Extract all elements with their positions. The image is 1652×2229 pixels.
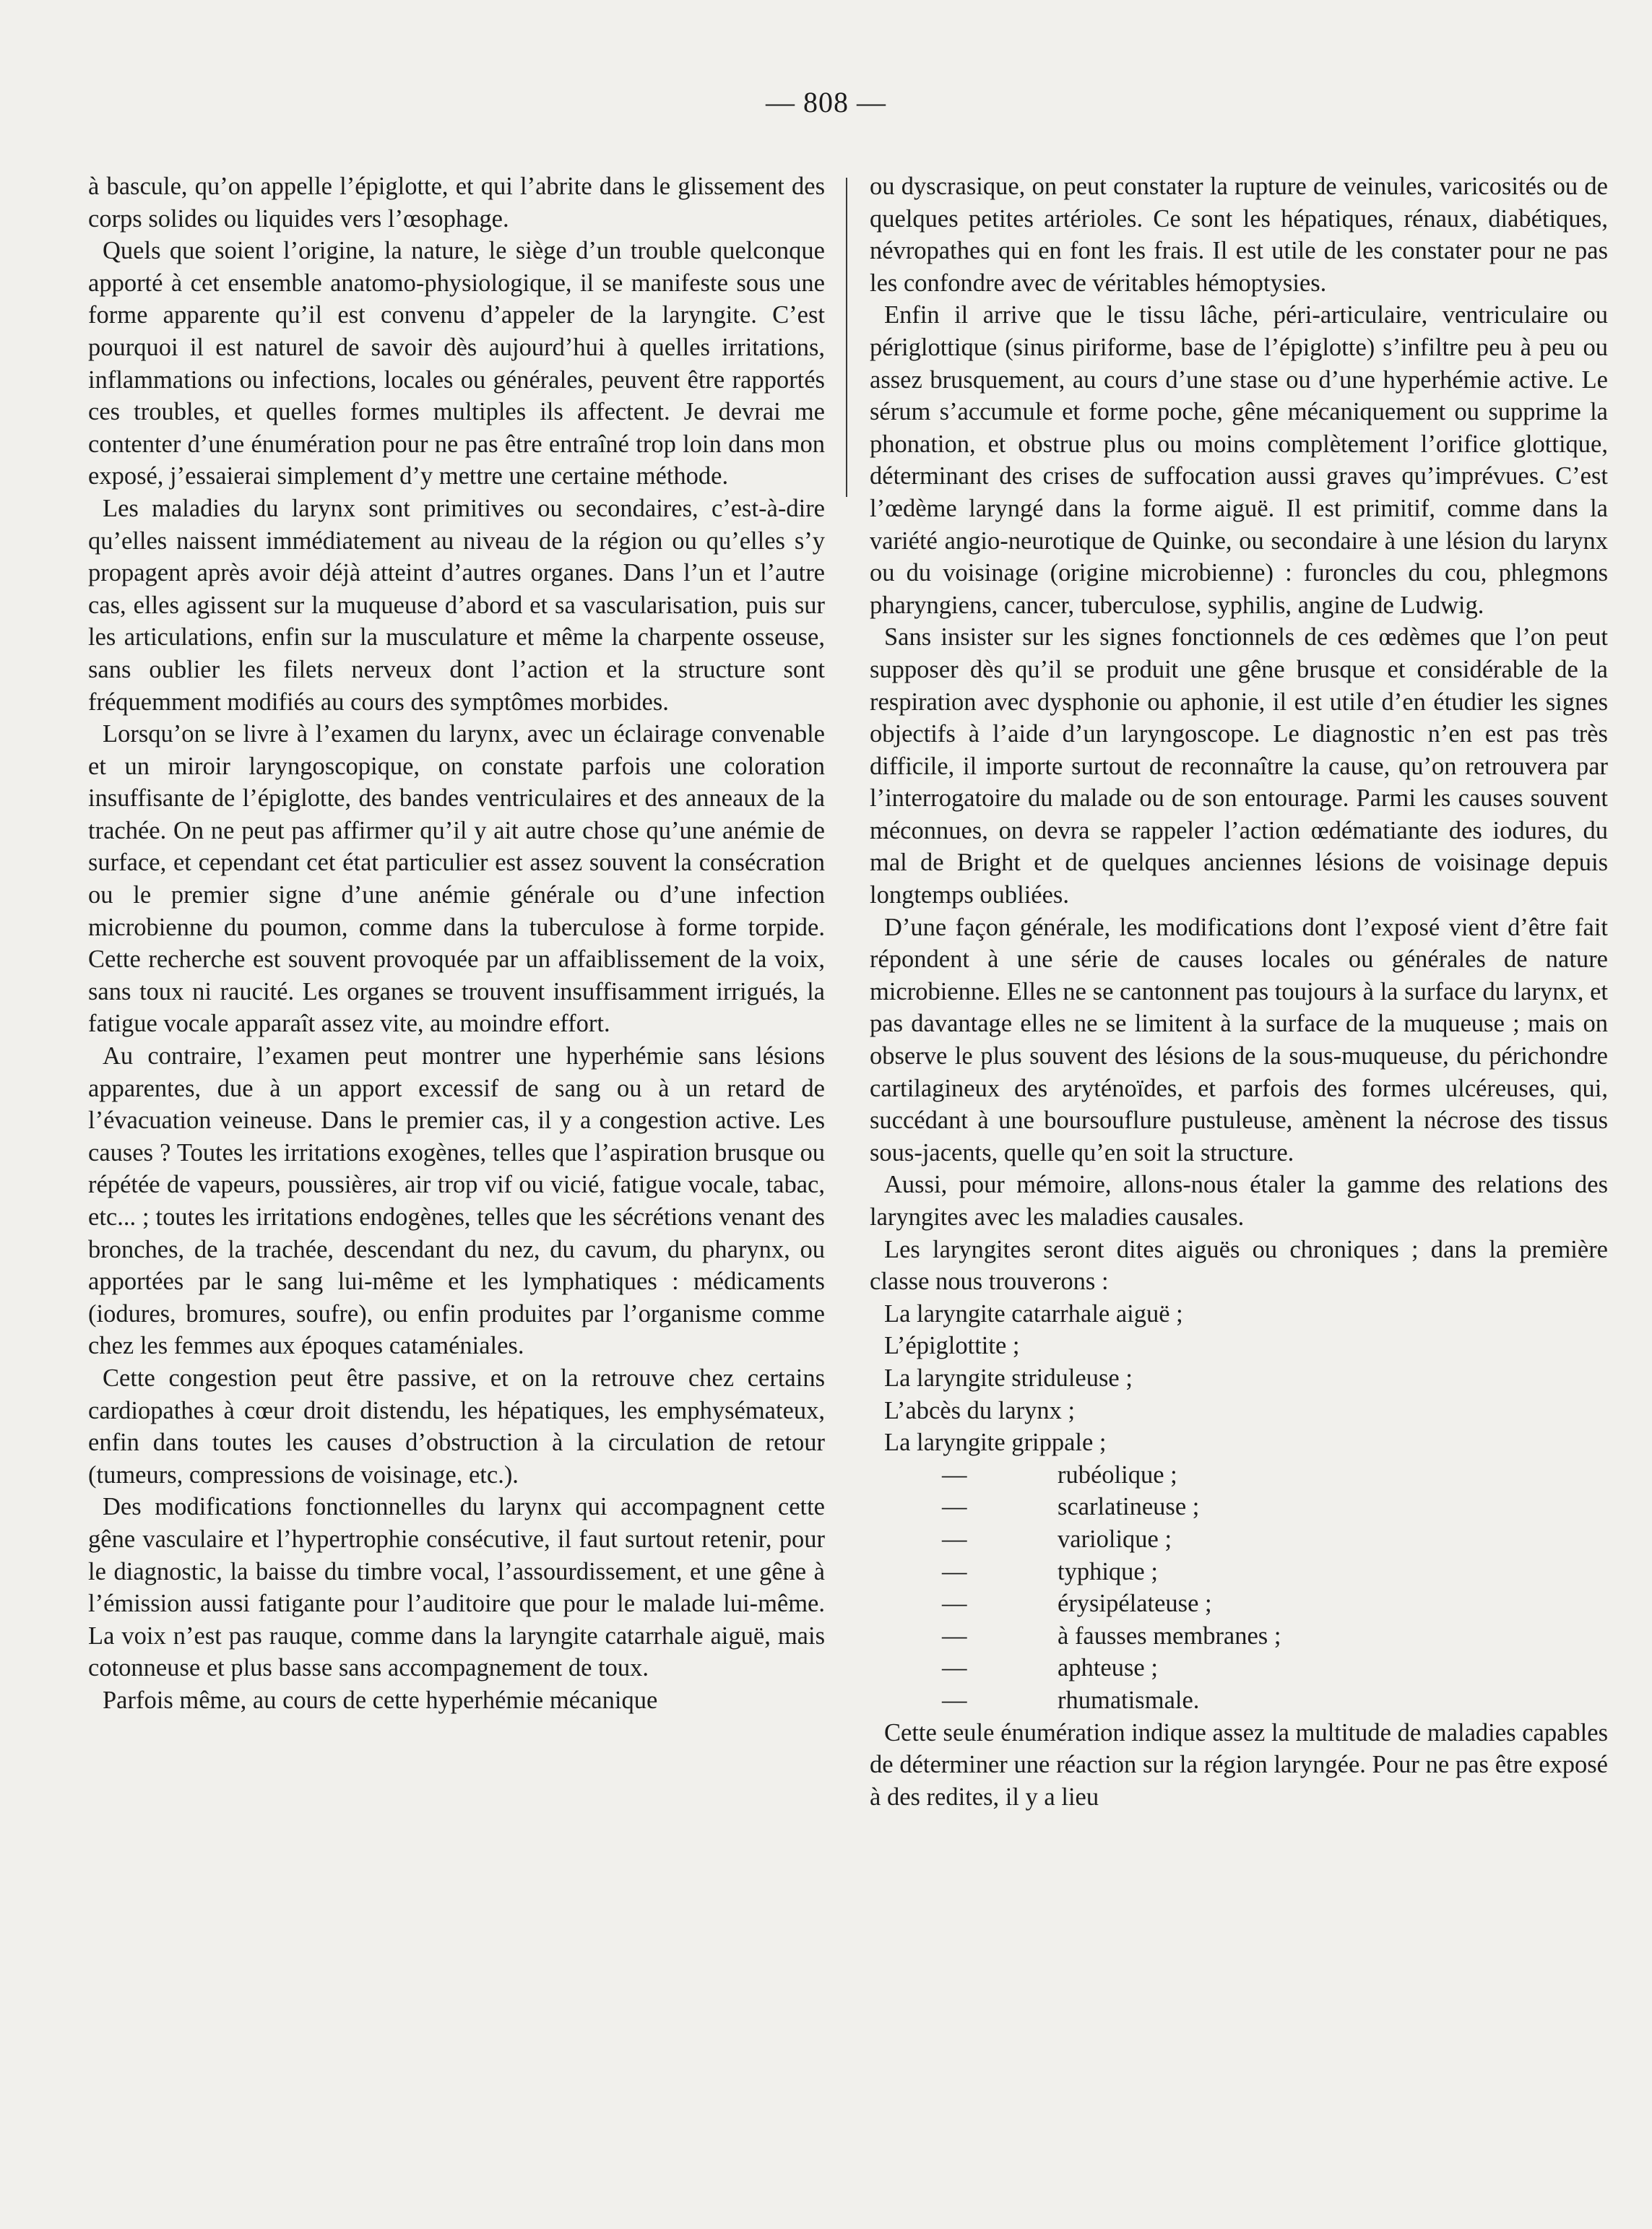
paragraph: Cette congestion peut être passive, et on la retrouve chez certains cardiopathes à cœur droit distendu, les hépatiques, les emphysémateux, enfin dans toutes les causes d’obstruction à la circulation de retour (tumeurs, compressions de voisinage, etc.). <box>88 1364 825 1489</box>
paragraph: Enfin il arrive que le tissu lâche, péri-articulaire, ventriculaire ou périglottique (sinus piriforme, base de l’épiglotte) s’infiltre peu à peu ou assez brusquement, au cours d’une stase ou d’une hyperhémie active. Le sérum s’accumule et forme poche, gêne mécaniquement ou supprime la phonation, et obstrue plus ou moins complètement l’orifice glottique, déterminant des crises de suffocation aussi graves qu’imprévues. C’est l’œdème laryngé dans la forme aiguë. Il est primitif, comme dans la variété angio-neurotique de Quinke, ou secondaire à une lésion du larynx ou du voisinage (origine microbienne) : furoncles du cou, phlegmons pharyngiens, cancer, tuberculose, syphilis, angine de Ludwig. <box>870 301 1608 619</box>
list-item: L’épiglottite ; <box>884 1332 1020 1360</box>
ditto-dash: — <box>942 1557 967 1585</box>
left-column <box>88 170 825 1717</box>
subitem-text: érysipélateuse ; <box>1058 1590 1212 1618</box>
ditto-dash: — <box>942 1686 967 1714</box>
ditto-dash: — <box>942 1654 967 1682</box>
list-subitem <box>870 1588 1608 1620</box>
list-subitem <box>870 1620 1608 1653</box>
subitem-text: à fausses membranes ; <box>1058 1622 1281 1650</box>
subitem-text: aphteuse ; <box>1058 1654 1158 1682</box>
list-item: La laryngite striduleuse ; <box>884 1364 1133 1392</box>
list-subitem <box>870 1491 1608 1523</box>
paragraph: Parfois même, au cours de cette hyperhémie mécanique <box>103 1686 658 1714</box>
column-divider <box>846 178 847 497</box>
list-item: La laryngite catarrhale aiguë ; <box>884 1299 1183 1328</box>
list-subitem <box>870 1556 1608 1588</box>
paragraph: ou dyscrasique, on peut constater la rupture de veinules, varicosités ou de quelques petites artérioles. Ce sont les hépatiques, rénaux, diabétiques, névropathes qui en font les frais. Il est utile de les constater pour ne pas les confondre avec de véritables hémoptysies. <box>870 173 1608 297</box>
subitem-text: variolique ; <box>1058 1525 1172 1553</box>
subitem-text: rhumatismale. <box>1058 1686 1200 1714</box>
list-subitem <box>870 1523 1608 1556</box>
page-number: — 808 — <box>766 86 886 118</box>
paragraph: Des modifications fonctionnelles du larynx qui accompagnent cette gêne vasculaire et l’hypertrophie consécutive, il faut surtout retenir, pour le diagnostic, la baisse du timbre vocal, l’assourdissement, et une gêne à l’émission aussi fatigante pour l’auditoire que pour le malade lui-même. La voix n’est pas rauque, comme dans la laryngite catarrhale aiguë, mais cotonneuse et plus basse sans accompagnement de toux. <box>88 1493 825 1682</box>
ditto-dash: — <box>942 1622 967 1650</box>
ditto-dash: — <box>942 1590 967 1618</box>
paragraph: Cette seule énumération indique assez la multitude de maladies capables de déterminer une réaction sur la région laryngée. Pour ne pas être exposé à des redites, il y a lieu <box>870 1718 1608 1811</box>
paragraph: Lorsqu’on se livre à l’examen du larynx, avec un éclairage convenable et un miroir laryngoscopique, on constate parfois une coloration insuffisante de l’épiglotte, des bandes ventriculaires et des anneaux de la trachée. On ne peut pas affirmer qu’il y ait autre chose qu’une anémie de surface, et cependant cet état particulier est assez souvent la consécration ou le premier signe d’une anémie générale ou d’une infection microbienne du poumon, comme dans la tuberculose à forme torpide. Cette recherche est souvent provoquée par un affaiblissement de la voix, sans toux ni raucité. Les organes se trouvent insuffisamment irrigués, la fatigue vocale apparaît assez vite, au moindre effort. <box>88 720 825 1038</box>
laryngitis-list <box>870 1298 1608 1717</box>
paragraph: à bascule, qu’on appelle l’épiglotte, et qui l’abrite dans le glissement des corps solides ou liquides vers l’œsophage. <box>88 173 825 233</box>
paragraph: Les laryngites seront dites aiguës ou chroniques ; dans la première classe nous trouverons : <box>870 1235 1608 1296</box>
ditto-dash: — <box>942 1460 967 1489</box>
paragraph: Quels que soient l’origine, la nature, le siège d’un trouble quelconque apporté à cet ensemble anatomo-physiologique, il se manifeste sous une forme apparente qu’il est convenu d’appeler de la laryngite. C’est pourquoi il est naturel de savoir dès aujourd’hui à quelles irritations, inflammations ou infections, locales ou générales, peuvent être rapportés ces troubles, et quelles formes multiples ils affectent. Je devrai me contenter d’une énumération pour ne pas être entraîné trop loin dans mon exposé, j’essaierai simplement d’y mettre une certaine méthode. <box>88 237 825 490</box>
right-column <box>870 170 1608 1813</box>
paragraph: Aussi, pour mémoire, allons-nous étaler la gamme des relations des laryngites avec les maladies causales. <box>870 1171 1608 1231</box>
list-subitem <box>870 1652 1608 1684</box>
paragraph: Les maladies du larynx sont primitives ou secondaires, c’est-à-dire qu’elles naissent immédiatement au niveau de la région ou qu’elles s’y propagent après avoir déjà atteint d’autres organes. Dans l’un et l’autre cas, elles agissent sur la muqueuse d’abord et sa vascularisation, puis sur les articulations, enfin sur la musculature et même la charpente osseuse, sans oublier les filets nerveux dont l’action et la structure sont fréquemment modifiés au cours des symptômes morbides. <box>88 494 825 716</box>
paragraph: Au contraire, l’examen peut montrer une hyperhémie sans lésions apparentes, due à un apport excessif de sang ou à un retard de l’évacuation veineuse. Dans le premier cas, il y a congestion active. Les causes ? Toutes les irritations exogènes, telles que l’aspiration brusque ou répétée de vapeurs, poussières, air trop vif ou vicié, fatigue vocale, tabac, etc... ; toutes les irritations endogènes, telles que les sécrétions venant des bronches, de la trachée, descendant du nez, du cavum, du pharynx, ou apportées par le sang lui-même et les lymphatiques : médicaments (iodures, bromures, soufre), ou enfin produites par l’organisme comme chez les femmes aux époques cataméniales. <box>88 1042 825 1360</box>
ditto-dash: — <box>942 1493 967 1521</box>
list-item: La laryngite grippale ; <box>884 1429 1107 1457</box>
list-item: L’abcès du larynx ; <box>884 1396 1076 1424</box>
ditto-dash: — <box>942 1525 967 1553</box>
list-subitem <box>870 1684 1608 1717</box>
paragraph: D’une façon générale, les modifications dont l’exposé vient d’être fait répondent à une série de causes locales ou générales de nature microbienne. Elles ne se cantonnent pas toujours à la surface du larynx, et pas davantage elles ne se limitent à la surface de la muqueuse ; mais on observe le plus souvent des lésions de la sous-muqueuse, du périchondre cartilagineux des aryténoïdes, et parfois des formes ulcéreuses, qui, succédant à une boursouflure pustuleuse, amènent la nécrose des tissus sous-jacents, quelle qu’en soit la structure. <box>870 913 1608 1167</box>
subitem-text: rubéolique ; <box>1058 1460 1177 1489</box>
paragraph: Sans insister sur les signes fonctionnels de ces œdèmes que l’on peut supposer dès qu’il se produit une gêne brusque et considérable de la respiration avec dysphonie ou aphonie, il est utile d’en étudier les signes objectifs à l’aide d’un laryngoscope. Le diagnostic n’en est pas très difficile, il importe surtout de reconnaître la cause, qu’on retrouvera par l’interrogatoire du malade ou de son entourage. Parmi les causes souvent méconnues, on devra se rappeler l’action œdématiante des iodures, du mal de Bright et de quelques anciennes lésions de voisinage depuis longtemps oubliées. <box>870 623 1608 909</box>
list-subitem <box>870 1459 1608 1492</box>
subitem-text: typhique ; <box>1058 1557 1158 1585</box>
subitem-text: scarlatineuse ; <box>1058 1493 1200 1521</box>
